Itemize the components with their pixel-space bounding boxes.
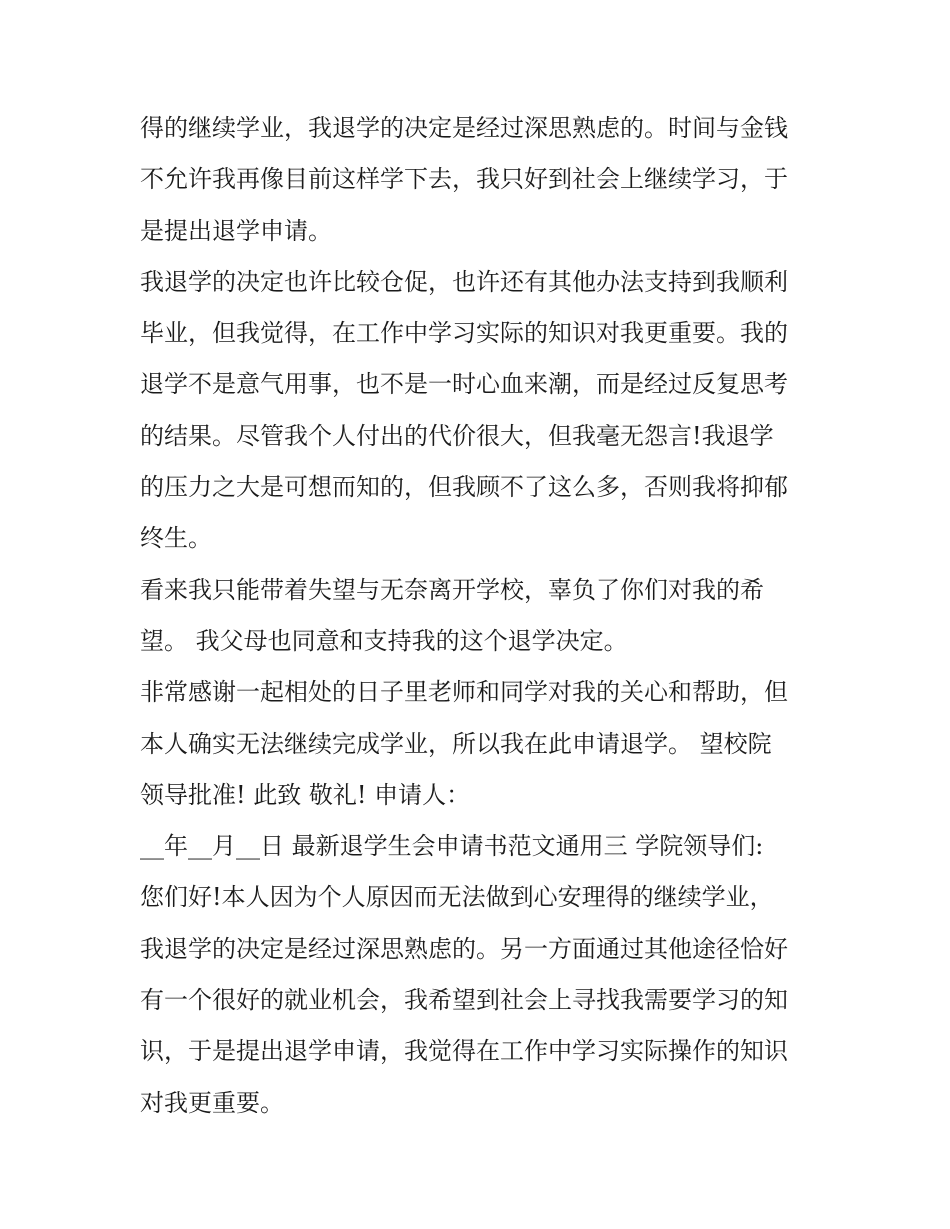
text-line: 识，于是提出退学申请，我觉得在工作中学习实际操作的知识: [140, 1037, 788, 1066]
text-line: 本人确实无法继续完成学业，所以我在此申请退学。 望校院: [140, 729, 772, 758]
text-line: 退学不是意气用事，也不是一时心血来潮，而是经过反复思考: [140, 370, 788, 399]
text-line: 领导批准! 此致 敬礼! 申请人：: [140, 780, 471, 809]
text-line: 我退学的决定也许比较仓促，也许还有其他办法支持到我顺利: [140, 267, 788, 296]
text-line: 您们好!本人因为个人原因而无法做到心安理得的继续学业，: [140, 883, 774, 912]
document-body: [140, 103, 820, 1129]
text-line: 得的继续学业，我退学的决定是经过深思熟虑的。时间与金钱: [140, 114, 788, 142]
text-line: 非常感谢一起相处的日子里老师和同学对我的关心和帮助，但: [140, 678, 788, 707]
text-line: 的压力之大是可想而知的，但我顾不了这么多，否则我将抑郁: [140, 473, 788, 502]
text-line: 看来我只能带着失望与无奈离开学校，辜负了你们对我的希: [140, 575, 764, 604]
text-line: 是提出退学申请。: [140, 216, 332, 245]
text-line: 有一个很好的就业机会，我希望到社会上寻找我需要学习的知: [140, 986, 788, 1015]
text-line: __年__月__日 最新退学生会申请书范文通用三 学院领导们:: [140, 832, 764, 861]
text-line: 终生。: [140, 524, 212, 553]
text-line: 望。 我父母也同意和支持我的这个退学决定。: [140, 626, 628, 655]
text-line: 的结果。尽管我个人付出的代价很大，但我毫无怨言!我退学: [140, 421, 774, 450]
text-line: 毕业，但我觉得，在工作中学习实际的知识对我更重要。我的: [140, 319, 788, 348]
text-line: 不允许我再像目前这样学下去，我只好到社会上继续学习，于: [140, 165, 788, 194]
text-line: 我退学的决定是经过深思熟虑的。另一方面通过其他途径恰好: [140, 934, 788, 963]
text-line: 对我更重要。: [140, 1088, 284, 1117]
